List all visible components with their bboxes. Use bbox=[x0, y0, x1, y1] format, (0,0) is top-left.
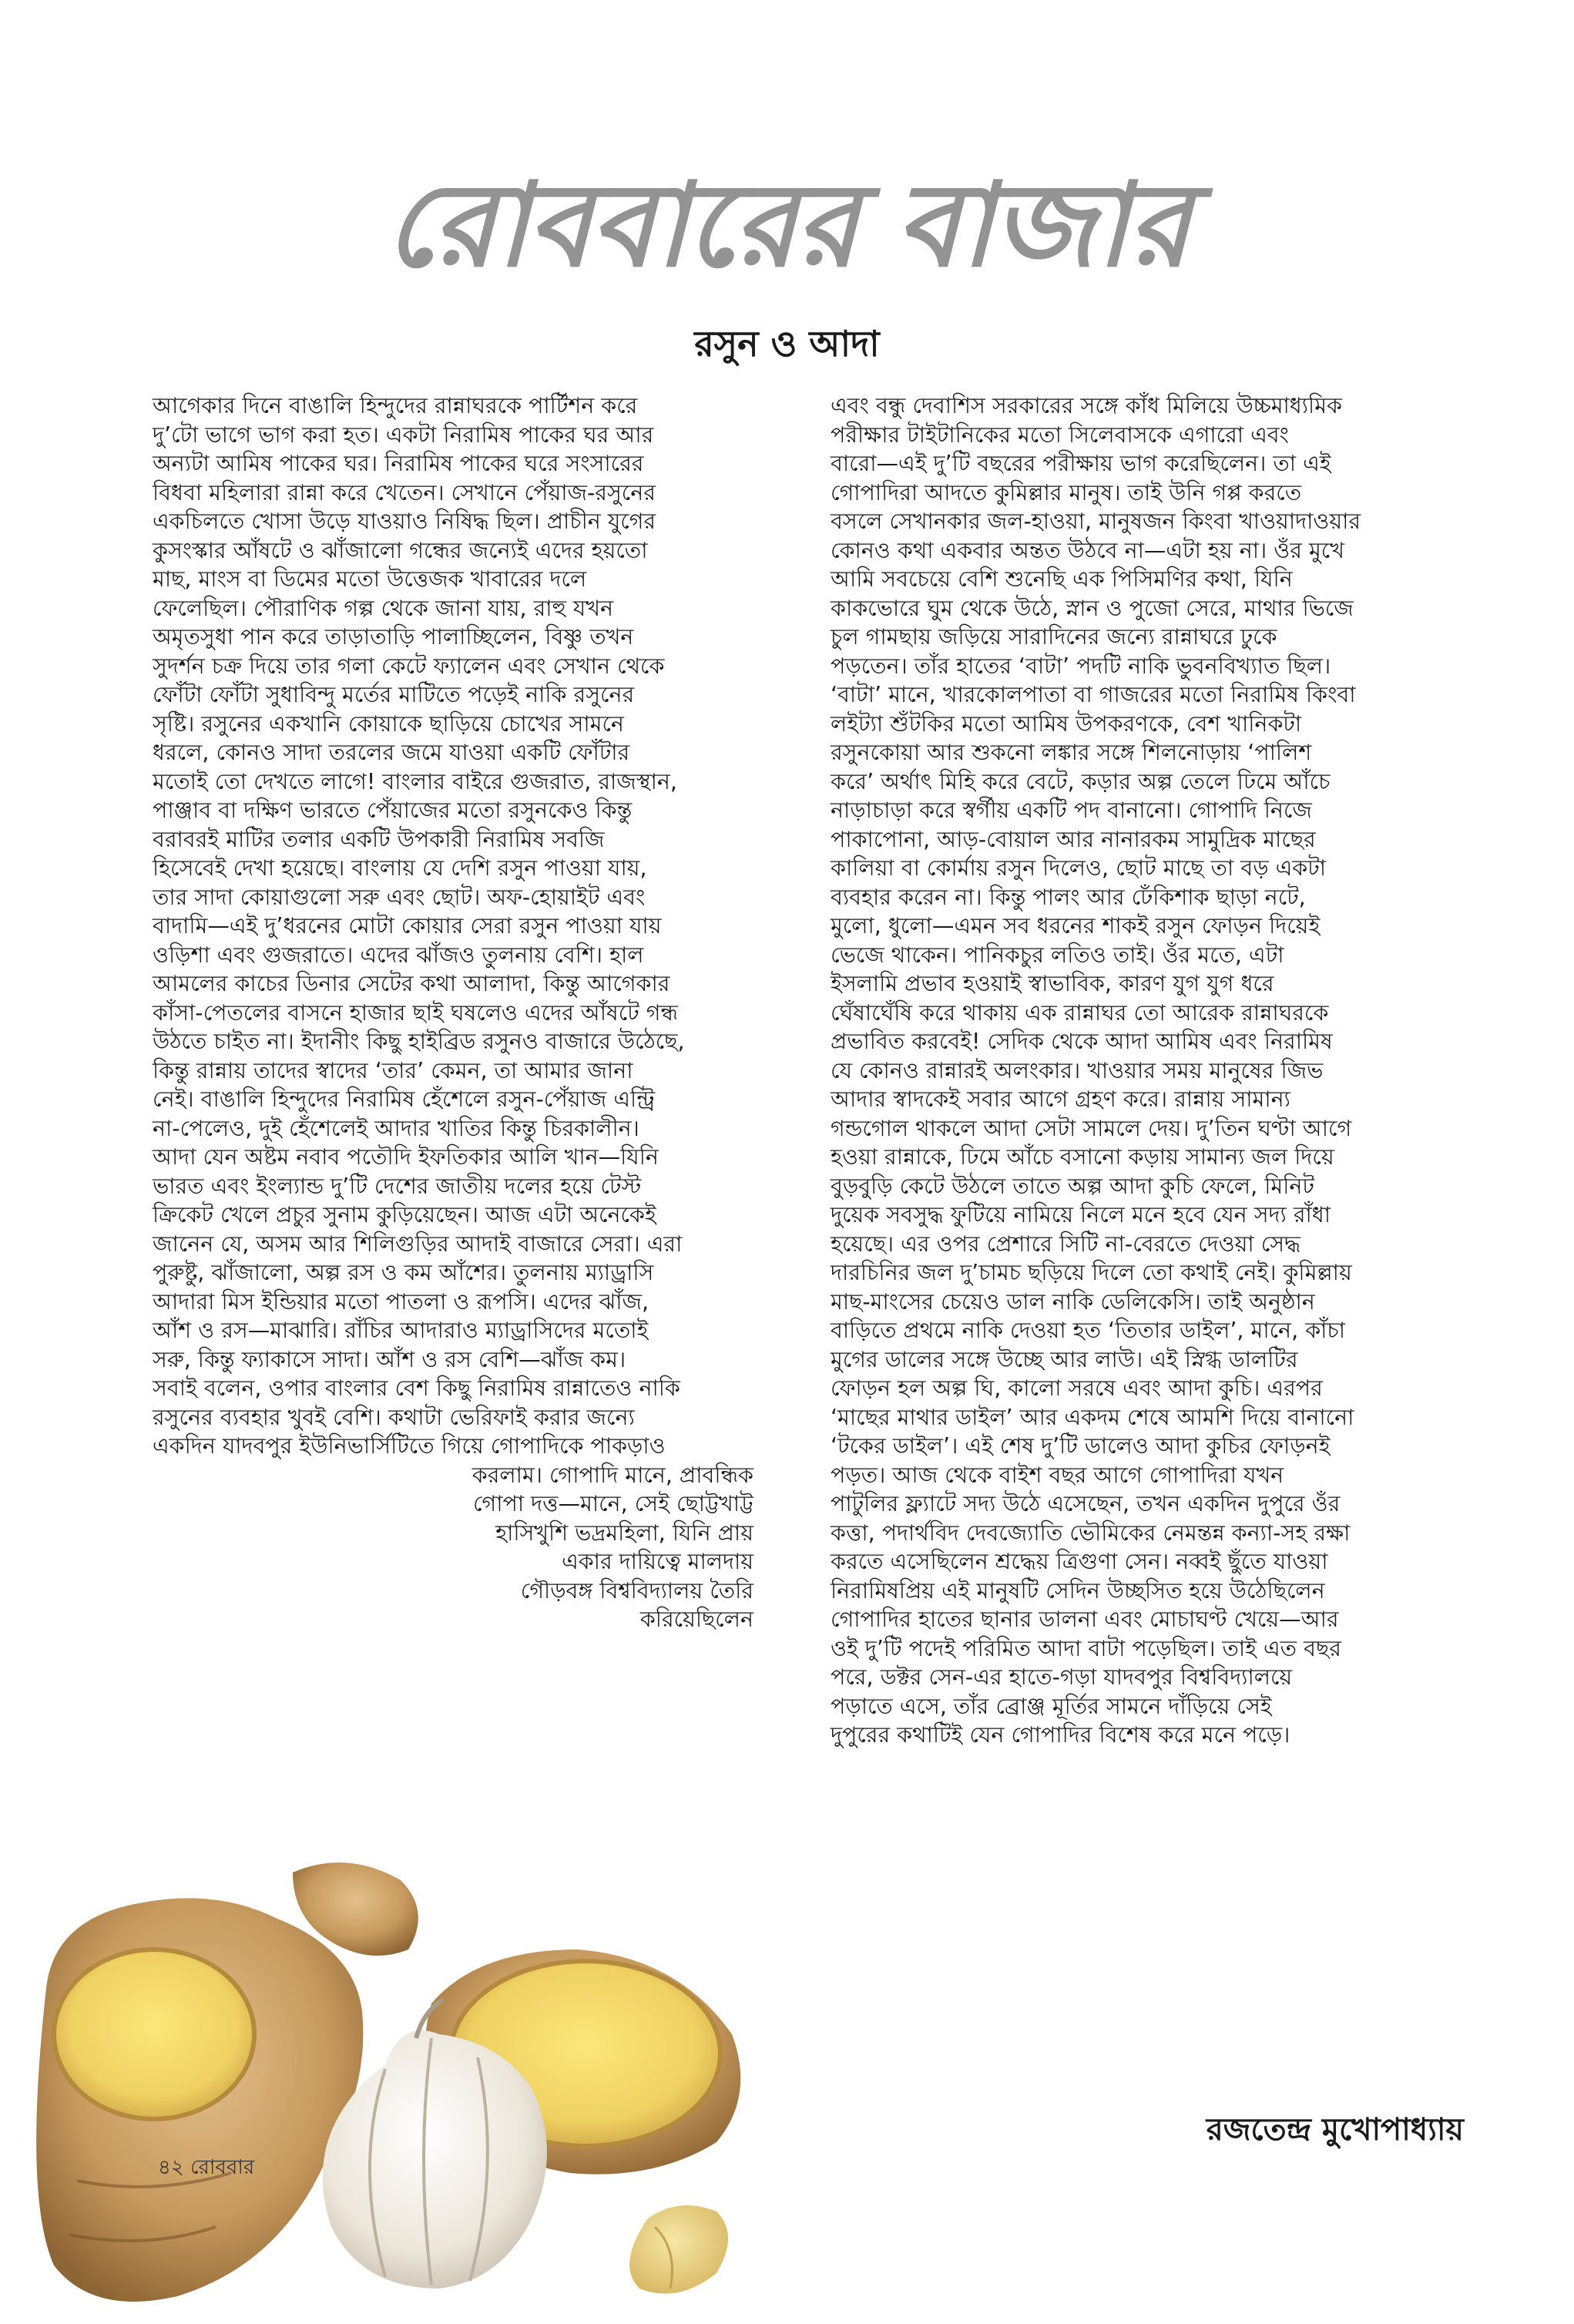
text-line: সরু, কিন্তু ফ্যাকাসে সাদা। আঁশ ও রস বেশি—ঝাঁজ কম। bbox=[153, 1346, 626, 1372]
text-line: এবং বন্ধু দেবাশিস সরকারের সঙ্গে কাঁধ মিলিয়ে উচ্চমাধ্যমিক bbox=[831, 393, 1342, 418]
text-line: পড়াতে এসে, তাঁর ব্রোঞ্জ মূর্তির সামনে দাঁড়িয়ে সেই bbox=[831, 1693, 1272, 1719]
text-line: আদারা মিস ইন্ডিয়ার মতো পাতলা ও রূপসি। এদের ঝাঁজ, bbox=[153, 1288, 649, 1315]
text-line: মুগের ডালের সঙ্গে উচ্ছে আর লাউ। এই স্নিগ্ধ ডালটির bbox=[831, 1346, 1298, 1372]
text-line: বাড়িতে প্রথমে নাকি দেওয়া হত ‘তিতার ডাইল’, মানে, কাঁচা bbox=[831, 1318, 1346, 1343]
text-line: পাঞ্জাব বা দক্ষিণ ভারতে পেঁয়াজের মতো রসুনকেও কিন্তু bbox=[153, 798, 633, 823]
text-line: হাসিখুশি ভদ্রমহিলা, যিনি প্রায় bbox=[495, 1520, 753, 1546]
text-line: ধরলে, কোনও সাদা তরলের জমে যাওয়া একটি ফোঁটার bbox=[153, 740, 630, 765]
text-line: অন্যটা আমিষ পাকের ঘর। নিরামিষ পাকের ঘরে সংসারের bbox=[153, 451, 644, 476]
text-line: আঁশ ও রস—মাঝারি। রাঁচির আদারাও ম্যাড্রাসিদের মতোই bbox=[153, 1318, 649, 1343]
text-line: বাদামি—এই দু’ধরনের মোটা কোয়ার সেরা রসুন পাওয়া যায় bbox=[153, 913, 662, 939]
text-line: সুদর্শন চক্র দিয়ে তার গলা কেটে ফ্যালেন এবং সেখান থেকে bbox=[153, 653, 665, 679]
text-line: ‘টকের ডাইল’। এই শেষ দু’টি ডালেও আদা কুচির ফোড়নই bbox=[831, 1433, 1331, 1459]
text-line: আদার স্বাদকেই সবার আগে গ্রহণ করে। রান্নায় সামান্য bbox=[831, 1086, 1290, 1112]
text-line: বারো—এই দু’টি বছরের পরীক্ষায় ভাগ করেছিলেন। তা এই bbox=[831, 451, 1331, 476]
author-name: রজতেন্দ্র মুখোপাধ্যায় bbox=[1206, 2112, 1464, 2148]
text-line: ভেজে থাকেন। পানিকচুর লতিও তাই। ওঁর মতে, এটা bbox=[831, 942, 1284, 968]
text-line: নেই। বাঙালি হিন্দুদের নিরামিষ হেঁশেলে রসুন-পেঁয়াজ এন্ট্রি bbox=[153, 1086, 656, 1112]
text-line: কাঁসা-পেতলের বাসনে হাজার ছাই ঘষলেও এদের আঁষটে গন্ধ bbox=[153, 999, 679, 1026]
text-line: ভারত এবং ইংল্যান্ড দু’টি দেশের জাতীয় দলের হয়ে টেস্ট bbox=[153, 1173, 642, 1199]
text-line: কিন্তু রান্নায় তাদের স্বাদের ‘তার’ কেমন, তা আমার জানা bbox=[153, 1057, 633, 1083]
ginger-garlic-photo bbox=[0, 1834, 847, 2321]
text-line: দারচিনির জল দু’চামচ ছড়িয়ে দিলে তো কথাই নেই। কুমিল্লায় bbox=[831, 1260, 1352, 1285]
text-line: রসুনকোয়া আর শুকনো লঙ্কার সঙ্গে শিলনোড়ায় ‘পালিশ bbox=[831, 740, 1312, 765]
text-line: বিধবা মহিলারা রান্না করে খেতেন। সেখানে পেঁয়াজ-রসুনের bbox=[153, 479, 656, 505]
text-line: করে’ অর্থাৎ মিহি করে বেটে, কড়ার অল্প তেলে ঢিমে আঁচে bbox=[831, 768, 1331, 794]
text-line: কুসংস্কার আঁষটে ও ঝাঁজালো গন্ধের জন্যেই এদের হয়তো bbox=[153, 537, 648, 563]
text-line: গোপাদিরা আদতে কুমিল্লার মানুষ। তাই উনি গপ্প করতে bbox=[831, 479, 1302, 505]
text-line: পাটুলির ফ্ল্যাটে সদ্য উঠে এসেছেন, তখন একদিন দুপুরে ওঁর bbox=[831, 1491, 1341, 1516]
text-line: গন্ডগোল থাকলে আদা সেটা সামলে দেয়। দু’তিন ঘণ্টা আগে bbox=[831, 1115, 1352, 1141]
text-line: ফোঁটা ফোঁটা সুধাবিন্দু মর্তের মাটিতে পড়েই নাকি রসুনের bbox=[153, 682, 635, 707]
text-line: ওড়িশা এবং গুজরাতে। এদের ঝাঁজও তুলনায় বেশি। হাল bbox=[153, 942, 644, 968]
text-line: করিয়েছিলেন bbox=[639, 1607, 753, 1632]
text-line: হিসেবেই দেখা হয়েছে। বাংলায় যে দেশি রসুন পাওয়া যায়, bbox=[153, 855, 647, 881]
text-line: কোনও কথা একবার অন্তত উঠবে না—এটা হয় না। ওঁর মুখে bbox=[831, 537, 1344, 563]
text-line: কত্তা, পদার্থবিদ দেবজ্যোতি ভৌমিকের নেমন্তন্ন কন্যা-সহ রক্ষা bbox=[831, 1520, 1351, 1546]
text-line: বসলে সেখানকার জল-হাওয়া, মানুষজন কিংবা খাওয়াদাওয়ার bbox=[831, 509, 1361, 534]
text-line: ওই দু’টি পদেই পরিমিত আদা বাটা পড়েছিল। তাই এত বছর bbox=[831, 1635, 1341, 1661]
text-line: উঠতে চাইত না। ইদানীং কিছু হাইব্রিড রসুনও বাজারে উঠেছে, bbox=[153, 1029, 685, 1054]
text-line: লইট্যা শুঁটকির মতো আমিষ উপকরণকে, বেশ খানিকটা bbox=[831, 710, 1302, 737]
text-line: আমি সবচেয়ে বেশি শুনেছি এক পিসিমণির কথা, যিনি bbox=[831, 566, 1293, 592]
text-line: গৌড়বঙ্গ বিশ্ববিদ্যালয় তৈরি bbox=[520, 1577, 753, 1604]
text-line: করলাম। গোপাদি মানে, প্রাবন্ধিক bbox=[472, 1462, 753, 1488]
text-line: প্রভাবিত করবেই! সেদিক থেকে আদা আমিষ এবং নিরামিষ bbox=[831, 1029, 1333, 1054]
text-line: নিরামিষপ্রিয় এই মানুষটি সেদিন উচ্ছসিত হয়ে উঠেছিলেন bbox=[831, 1577, 1325, 1604]
text-line: একার দায়িত্বে মালদায় bbox=[562, 1549, 753, 1574]
page-number: ৪২ রোববার bbox=[158, 2156, 255, 2179]
text-line: আমলের কাচের ডিনার সেটের কথা আলাদা, কিন্তু আগেকার bbox=[153, 971, 670, 996]
text-line: ইসলামি প্রভাব হওয়াই স্বাভাবিক, কারণ যুগ যুগ ধরে bbox=[831, 971, 1274, 996]
text-line: পরীক্ষার টাইটানিকের মতো সিলেবাসকে এগারো এবং bbox=[831, 421, 1289, 448]
text-line: ‘মাছের মাথার ডাইল’ আর একদম শেষে আমশি দিয়ে বানানো bbox=[831, 1404, 1354, 1430]
text-line: করতে এসেছিলেন শ্রদ্ধেয় ত্রিগুণা সেন। নব্বই ছুঁতে যাওয়া bbox=[831, 1549, 1328, 1574]
text-line: রসুনের ব্যবহার খুবই বেশি। কথাটা ভেরিফাই করার জন্যে bbox=[153, 1404, 635, 1430]
text-line: মাছ, মাংস বা ডিমের মতো উত্তেজক খাবারের দলে bbox=[153, 566, 587, 592]
text-line: পুরুষ্টু, ঝাঁজালো, অল্প রস ও কম আঁশের। তুলনায় ম্যাড্রাসি bbox=[153, 1260, 654, 1285]
article-subtitle: রসুন ও আদা bbox=[694, 323, 880, 364]
text-line: বুড়বুড়ি কেটে উঠলে তাতে অল্প আদা কুচি ফেলে, মিনিট bbox=[831, 1173, 1314, 1199]
text-line: হয়েছে। এর ওপর প্রেশারে সিটি না-বেরতে দেওয়া সেদ্ধ bbox=[831, 1231, 1301, 1257]
text-line: পরে, ডক্টর সেন-এর হাতে-গড়া যাদবপুর বিশ্ববিদ্যালয়ে bbox=[831, 1664, 1293, 1690]
text-line: দুপুরের কথাটিই যেন গোপাদির বিশেষ করে মনে পড়ে। bbox=[831, 1722, 1290, 1748]
text-line: ব্যবহার করেন না। কিন্তু পালং আর ঢেঁকিশাক ছাড়া নটে, bbox=[831, 884, 1306, 910]
masthead-title: রোববারের বাজার bbox=[384, 157, 1190, 293]
article-column-right bbox=[831, 391, 1462, 1750]
text-line: কাকভোরে ঘুম থেকে উঠে, স্নান ও পুজো সেরে, মাথার ভিজে bbox=[831, 595, 1354, 621]
text-line: দু’টো ভাগে ভাগ করা হত। একটা নিরামিষ পাকের ঘর আর bbox=[153, 421, 654, 448]
text-line: অমৃতসুধা পান করে তাড়াতাড়ি পালাচ্ছিলেন, বিষ্ণু তখন bbox=[153, 624, 634, 650]
text-line: আদা যেন অষ্টম নবাব পতৌদি ইফতিকার আলি খান—যিনি bbox=[153, 1144, 659, 1170]
masthead bbox=[0, 116, 1574, 301]
text-line: হওয়া রান্নাকে, ঢিমে আঁচে বসানো কড়ায় সামান্য জল দিয়ে bbox=[831, 1144, 1334, 1170]
text-line: যে কোনও রান্নারই অলংকার। খাওয়ার সময় মানুষের জিভ bbox=[831, 1057, 1324, 1083]
text-line: সবাই বলেন, ওপার বাংলার বেশ কিছু নিরামিষ রান্নাতেও নাকি bbox=[153, 1375, 680, 1401]
text-line: কালিয়া বা কোর্মায় রসুন দিলেও, ছোট মাছে তা বড় একটা bbox=[831, 855, 1327, 881]
text-line: ক্রিকেট খেলে প্রচুর সুনাম কুড়িয়েছেন। আজ এটা অনেকেই bbox=[153, 1202, 656, 1227]
text-line: গোপা দত্ত—মানে, সেই ছোট্টখাট্ট bbox=[472, 1491, 753, 1516]
article-column-left bbox=[153, 391, 792, 1634]
text-line: তার সাদা কোয়াগুলো সরু এবং ছোট। অফ-হোয়াইট এবং bbox=[153, 884, 646, 910]
text-line: ফোড়ন হল অল্প ঘি, কালো সরষে এবং আদা কুচি। এরপর bbox=[831, 1375, 1323, 1401]
text-line: না-পেলেও, দুই হেঁশেলেই আদার খাতির কিন্তু চিরকালীন। bbox=[153, 1115, 639, 1141]
text-line: জানেন যে, অসম আর শিলিগুড়ির আদাই বাজারে সেরা। এরা bbox=[153, 1231, 683, 1257]
text-line: মাছ-মাংসের চেয়েও ডাল নাকি ডেলিকেসি। তাই অনুষ্ঠান bbox=[831, 1288, 1315, 1315]
text-line: মুলো, ধুলো—এমন সব ধরনের শাকই রসুন ফোড়ন দিয়েই bbox=[831, 913, 1321, 939]
text-line: পড়তেন। তাঁর হাতের ‘বাটা’ পদটি নাকি ভুবনবিখ্যাত ছিল। bbox=[831, 653, 1331, 679]
text-line: একচিলতে খোসা উড়ে যাওয়াও নিষিদ্ধ ছিল। প্রাচীন যুগের bbox=[153, 509, 656, 534]
text-line: ঘেঁষাঘেঁষি করে থাকায় এক রান্নাঘর তো আরেক রান্নাঘরকে bbox=[831, 999, 1329, 1026]
text-line: বরাবরই মাটির তলার একটি উপকারী নিরামিষ সবজি bbox=[153, 826, 605, 852]
text-line: একদিন যাদবপুর ইউনিভার্সিটিতে গিয়ে গোপাদিকে পাকড়াও bbox=[153, 1433, 666, 1459]
text-line: গোপাদির হাতের ছানার ডালনা এবং মোচাঘণ্ট খেয়ে—আর bbox=[831, 1607, 1339, 1632]
text-line: ‘বাটা’ মানে, খারকোলপাতা বা গাজরের মতো নিরামিষ কিংবা bbox=[831, 682, 1356, 707]
text-line: পাকাপোনা, আড়-বোয়াল আর নানারকম সামুদ্রিক মাছের bbox=[831, 826, 1316, 852]
text-line: মতোই তো দেখতে লাগে! বাংলার বাইরে গুজরাত, রাজস্থান, bbox=[153, 768, 677, 794]
text-line: পড়ত। আজ থেকে বাইশ বছর আগে গোপাদিরা যখন bbox=[831, 1462, 1284, 1488]
text-line: আগেকার দিনে বাঙালি হিন্দুদের রান্নাঘরকে পার্টিশন করে bbox=[153, 393, 638, 418]
text-line: চুল গামছায় জড়িয়ে সারাদিনের জন্যে রান্নাঘরে ঢুকে bbox=[831, 624, 1277, 650]
text-line: দুয়েক সবসুদ্ধ ফুটিয়ে নামিয়ে নিলে মনে হবে যেন সদ্য রাঁধা bbox=[831, 1202, 1331, 1227]
text-line: ফেলেছিল। পৌরাণিক গল্প থেকে জানা যায়, রাহু যখন bbox=[153, 595, 613, 621]
text-line: সৃষ্টি। রসুনের একখানি কোয়াকে ছাড়িয়ে চোখের সামনে bbox=[153, 710, 624, 737]
text-line: নাড়াচাড়া করে স্বর্গীয় একটি পদ বানানো। গোপাদি নিজে bbox=[831, 798, 1312, 823]
